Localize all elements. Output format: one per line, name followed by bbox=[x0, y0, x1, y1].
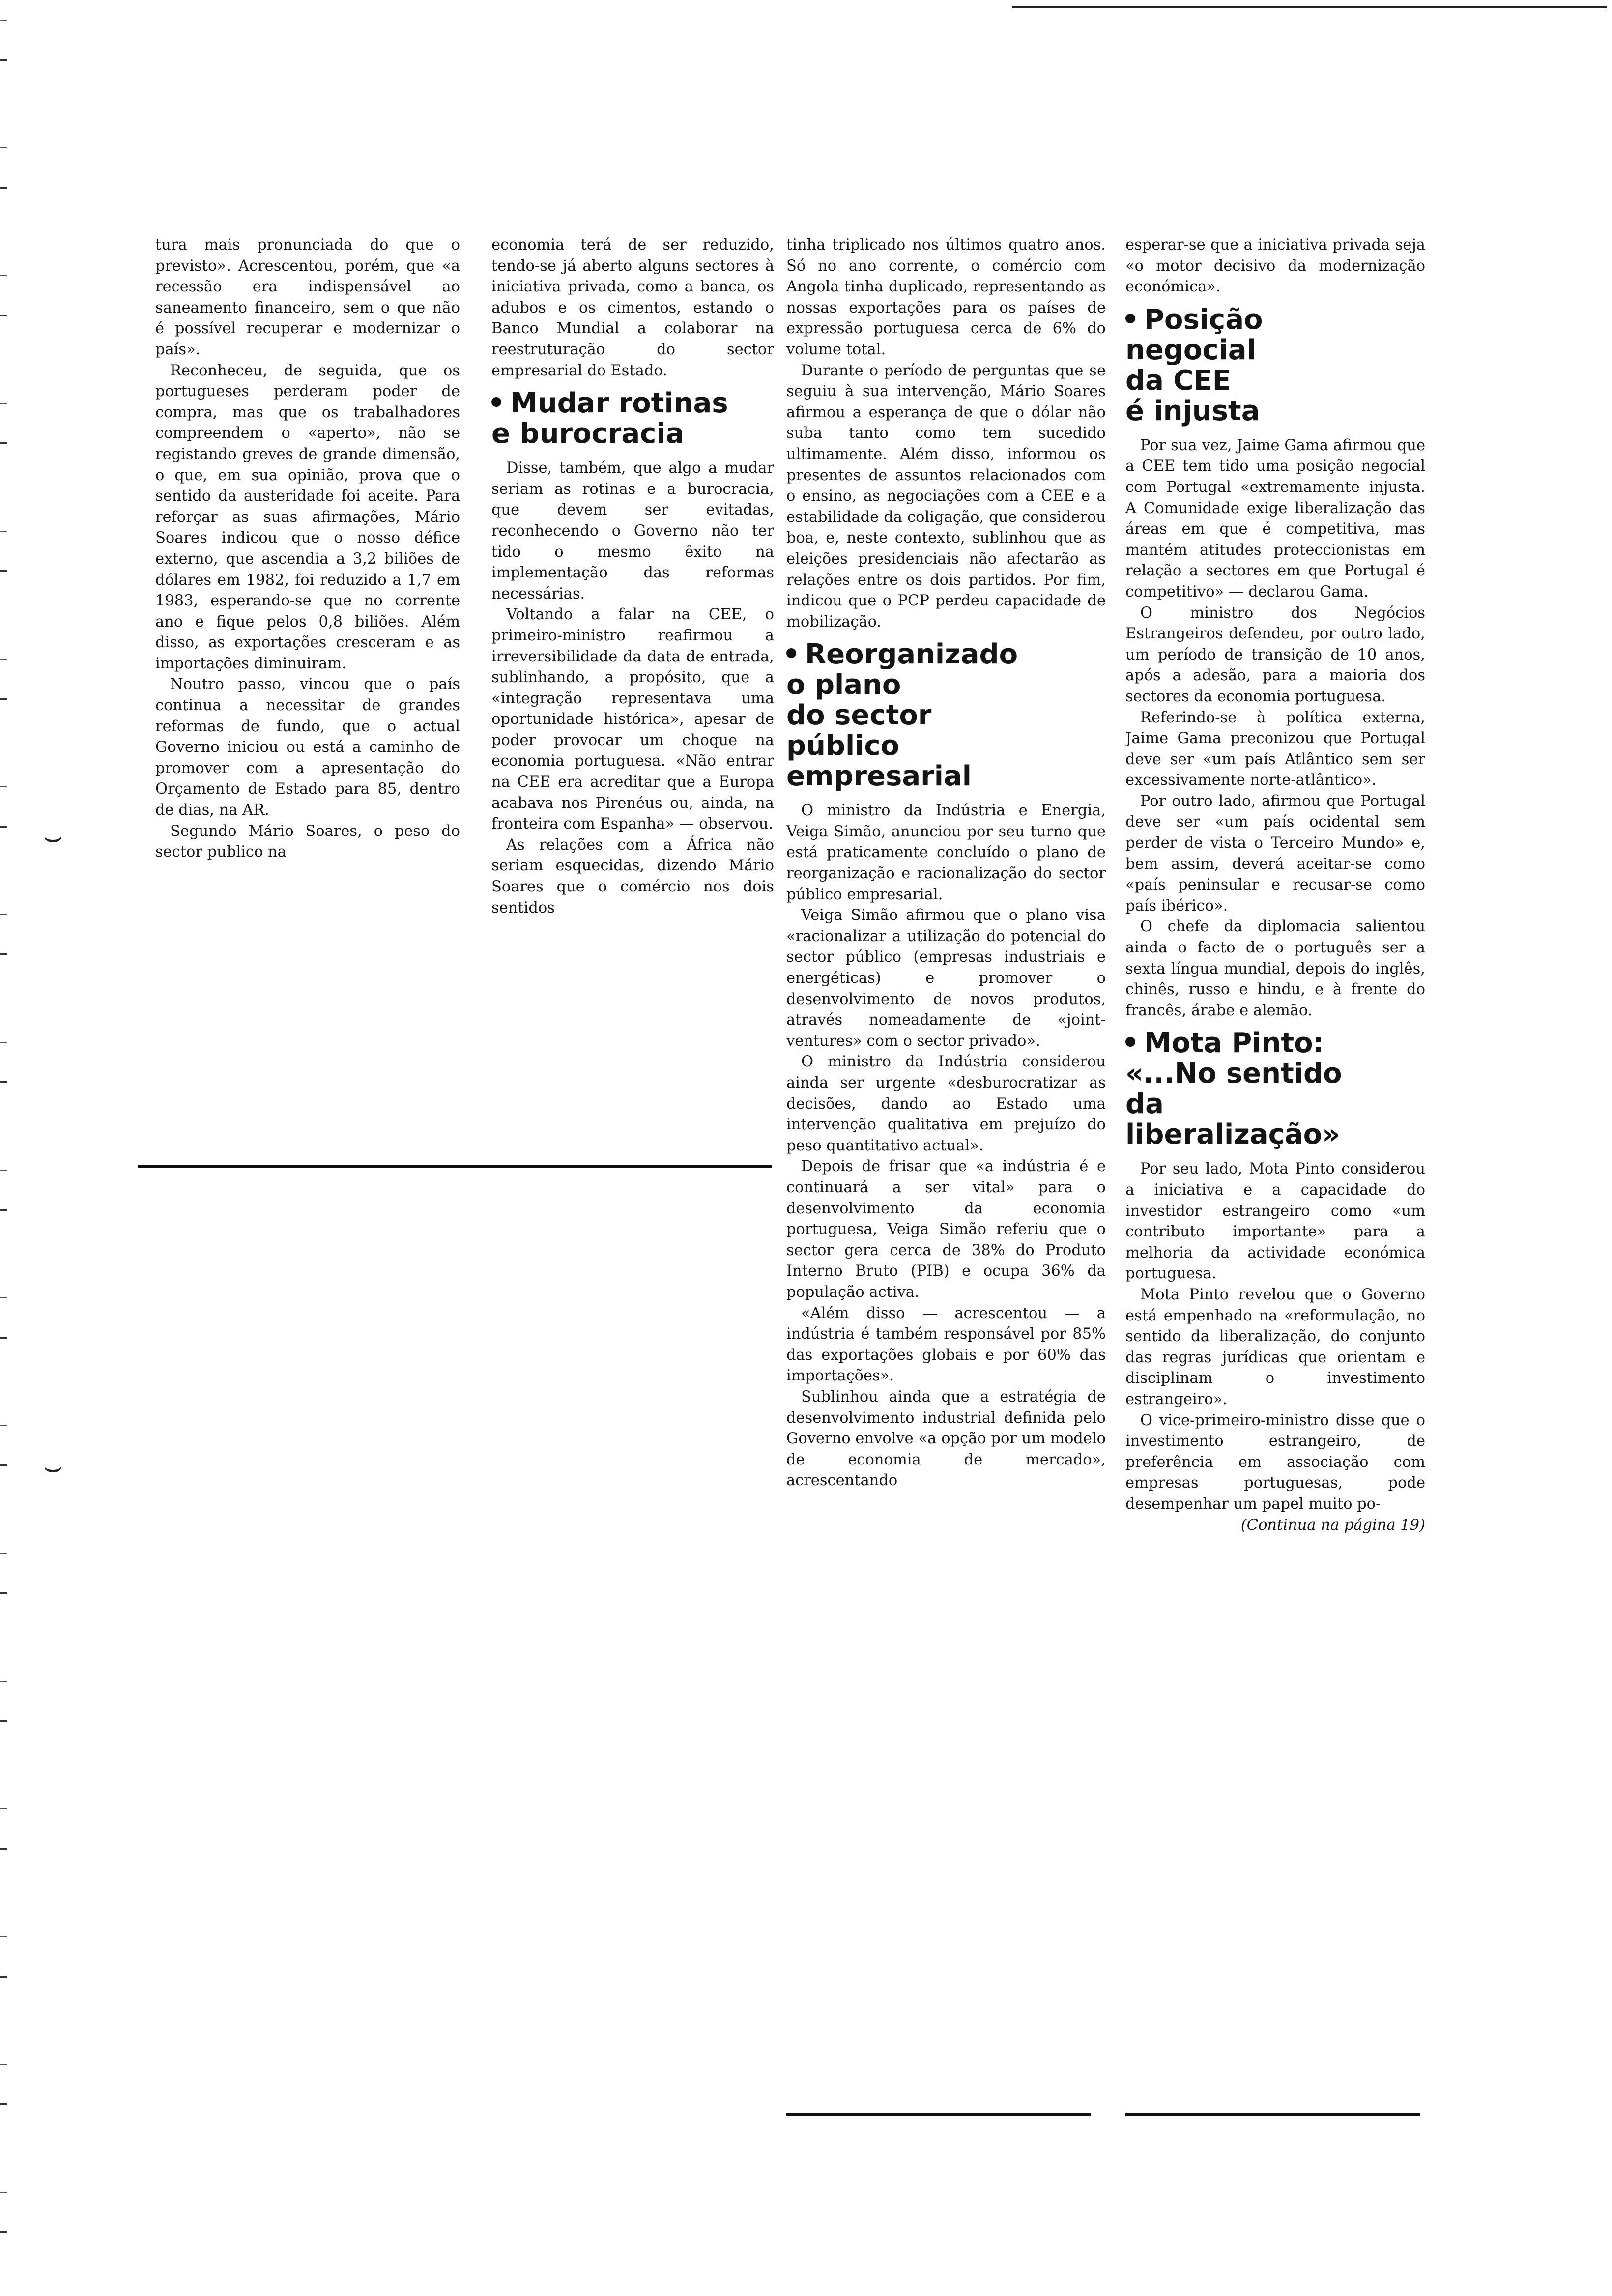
paragraph: Por sua vez, Jaime Gama afirmou que a CEE tem tido uma posição negocial com Portugal «extremamente injusta. A Comunidade exige liberalização das áreas em que é competitiva, mas mantém atitudes proteccionistas em relação a sectores em que Portugal é competitivo» — declarou Gama. bbox=[1125, 436, 1425, 601]
column-end-rule bbox=[138, 1165, 772, 1168]
paragraph: Por outro lado, afirmou que Portugal deve ser «um país ocidental sem perder de vista o Terceiro Mundo» e, bem assim, deverá aceitar-se como «país peninsular e recusar-se como país ibérico». bbox=[1125, 792, 1425, 915]
paragraph: Disse, também, que algo a mudar seriam as rotinas e a burocracia, que devem ser evitadas, reconhecendo o Governo não ter tido o mesmo êxito na implementação das reformas necessárias. bbox=[491, 459, 774, 603]
heading-line: Posição bbox=[1144, 303, 1263, 336]
heading-line: Mota Pinto: bbox=[1144, 1027, 1324, 1060]
continuation-note: (Continua na página 19) bbox=[1240, 1516, 1425, 1534]
article-column-4 bbox=[1125, 235, 1425, 2127]
heading-line: liberalização» bbox=[1125, 1119, 1340, 1151]
paragraph: Por seu lado, Mota Pinto considerou a iniciativa e a capacidade do investidor estrangeiro como «um contributo importante» para a melhoria da actividade económica portuguesa. bbox=[1125, 1160, 1425, 1283]
heading-line: o plano bbox=[786, 669, 901, 701]
paragraph: Depois de frisar que «a indústria é e continuará a ser vital» para o desenvolvimento da economia portuguesa, Veiga Simão referiu que o sector gera cerca de 38% do Produto Interno Bruto (PIB) e ocupa 36% da população activa. bbox=[786, 1158, 1106, 1301]
heading-line: e burocracia bbox=[491, 418, 685, 450]
paragraph: Sublinhou ainda que a estratégia de desenvolvimento industrial definida pelo Governo envolve «a opção por um modelo de economia de mercado», acrescentando bbox=[786, 1388, 1106, 1490]
paragraph: As relações com a África não seriam esquecidas, dizendo Mário Soares que o comércio nos dois sentidos bbox=[491, 836, 774, 917]
heading-line: do sector bbox=[786, 699, 932, 732]
scan-mark: ⌣ bbox=[43, 1450, 63, 1484]
paragraph: O chefe da diplomacia salientou ainda o facto de o português ser a sexta língua mundial, depois do inglês, chinês, russo e hindu, e à frente do francês, árabe e alemão. bbox=[1125, 918, 1425, 1019]
paragraph: esperar-se que a iniciativa privada seja «o motor decisivo da modernização económica». bbox=[1125, 236, 1425, 296]
bullet-icon bbox=[786, 648, 796, 658]
paragraph: tinha triplicado nos últimos quatro anos. Só no ano corrente, o comércio com Angola tinha duplicado, representando as nossas exportações para os países de expressão portuguesa cerca de 6% do volume total. bbox=[786, 236, 1106, 358]
paragraph: Durante o período de perguntas que se seguiu à sua intervenção, Mário Soares afirmou a esperança de que o dólar não suba tanto como tem sucedido ultimamente. Além disso, informou os presentes de assuntos relacionados com o ensino, as negociações com a CEE e a estabilidade da coligação, que considerou boa, e, neste contexto, sublinhou que as eleições presidenciais não afectarão as relações entre os dois partidos. Por fim, indicou que o PCP perdeu capacidade de mobilização. bbox=[786, 362, 1106, 631]
heading-line: da CEE bbox=[1125, 364, 1231, 397]
heading-line: negocial bbox=[1125, 334, 1256, 366]
paragraph: Mota Pinto revelou que o Governo está empenhado na «reformulação, no sentido da liberalização, do conjunto das regras jurídicas que orientam e disciplinam o investimento estrangeiro». bbox=[1125, 1286, 1425, 1408]
bullet-icon bbox=[1125, 314, 1135, 323]
section-heading bbox=[1125, 305, 1425, 427]
column-end-rule bbox=[786, 2113, 1091, 2116]
heading-line: Mudar rotinas bbox=[510, 387, 728, 420]
column-end-rule bbox=[1125, 2113, 1420, 2116]
article-column-2 bbox=[491, 235, 774, 1159]
bullet-icon bbox=[491, 397, 501, 407]
paragraph: Referindo-se à política externa, Jaime Gama preconizou que Portugal deve ser «um país Atlântico sem ser excessivamente norte-atlântico». bbox=[1125, 709, 1425, 789]
paragraph: Voltando a falar na CEE, o primeiro-ministro reafirmou a irreversibilidade da data de entrada, sublinhando, a propósito, que a «integração representava uma oportunidade histórica», apesar de poder provocar um choque na economia portuguesa. «Não entrar na CEE era acreditar que a Europa acabava nos Pirenéus ou, ainda, na fronteira com Espanha» — observou. bbox=[491, 606, 774, 833]
paragraph: Noutro passo, vincou que o país continua a necessitar de grandes reformas de fundo, que o actual Governo iniciou ou está a caminho de promover com a apresentação do Orçamento de Estado para 85, dentro de dias, na AR. bbox=[155, 676, 460, 819]
paragraph: tura mais pronunciada do que o previsto». Acrescentou, porém, que «a recessão era indispensável ao saneamento financeiro, sem o que não é possível recuperar e modernizar o país». bbox=[155, 236, 460, 358]
paragraph: economia terá de ser reduzido, tendo-se já aberto alguns sectores à iniciativa privada, como a banca, os adubos e os cimentos, estando o Banco Mundial a colaborar na reestruturação do sector empresarial do Estado. bbox=[491, 236, 774, 379]
section-heading bbox=[786, 639, 1106, 792]
heading-line: «...No sentido bbox=[1125, 1058, 1342, 1090]
bullet-icon bbox=[1125, 1037, 1135, 1047]
heading-line: empresarial bbox=[786, 760, 972, 793]
page-edge bbox=[0, 0, 7, 2296]
scan-mark: ⌣ bbox=[43, 820, 63, 854]
heading-line: público bbox=[786, 730, 900, 762]
heading-line: Reorganizado bbox=[805, 638, 1018, 671]
heading-line: é injusta bbox=[1125, 395, 1260, 427]
paragraph: «Além disso — acrescentou — a indústria é também responsável por 85% das exportações globais e por 60% das importações». bbox=[786, 1304, 1106, 1385]
heading-line: da bbox=[1125, 1088, 1164, 1120]
section-heading bbox=[491, 388, 774, 449]
article-column-1 bbox=[155, 235, 460, 1159]
paragraph: Reconheceu, de seguida, que os portugueses perderam poder de compra, mas que os trabalhadores compreendem o «aperto», não se registando greves de grande dimensão, o que, em sua opinião, prova que o sentido da austeridade foi aceite. Para reforçar as suas afirmações, Mário Soares indicou que o nosso défice externo, que ascendia a 3,2 biliões de dólares em 1982, foi reduzido a 1,7 em 1983, esperando-se que no corrente ano e fique pelos 0,8 biliões. Além disso, as exportações cresceram e as importações diminuiram. bbox=[155, 362, 460, 672]
paragraph: Veiga Simão afirmou que o plano visa «racionalizar a utilização do potencial do sector público (empresas industriais e energéticas) e promover o desenvolvimento de novos produtos, através nomeadamente de «joint-ventures» com o sector privado». bbox=[786, 907, 1106, 1050]
paragraph: O ministro da Indústria considerou ainda ser urgente «desburocratizar as decisões, dando ao Estado uma intervenção qualitativa em prejuízo do peso quantitativo actual». bbox=[786, 1053, 1106, 1154]
paragraph: Segundo Mário Soares, o peso do sector publico na bbox=[155, 822, 460, 861]
paragraph: O ministro dos Negócios Estrangeiros defendeu, por outro lado, um período de transição de 10 anos, após a adesão, para a maioria dos sectores da economia portuguesa. bbox=[1125, 604, 1425, 705]
top-rule bbox=[1012, 6, 1607, 8]
section-heading bbox=[1125, 1028, 1425, 1150]
paragraph: O ministro da Indústria e Energia, Veiga Simão, anunciou por seu turno que está praticamente concluído o plano de reorganização e racionalização do sector público empresarial. bbox=[786, 802, 1106, 903]
article-column-3 bbox=[786, 235, 1106, 2127]
paragraph: O vice-primeiro-ministro disse que o investimento estrangeiro, de preferência em associação com empresas portuguesas, pode desempenhar um papel muito po- bbox=[1125, 1411, 1425, 1513]
